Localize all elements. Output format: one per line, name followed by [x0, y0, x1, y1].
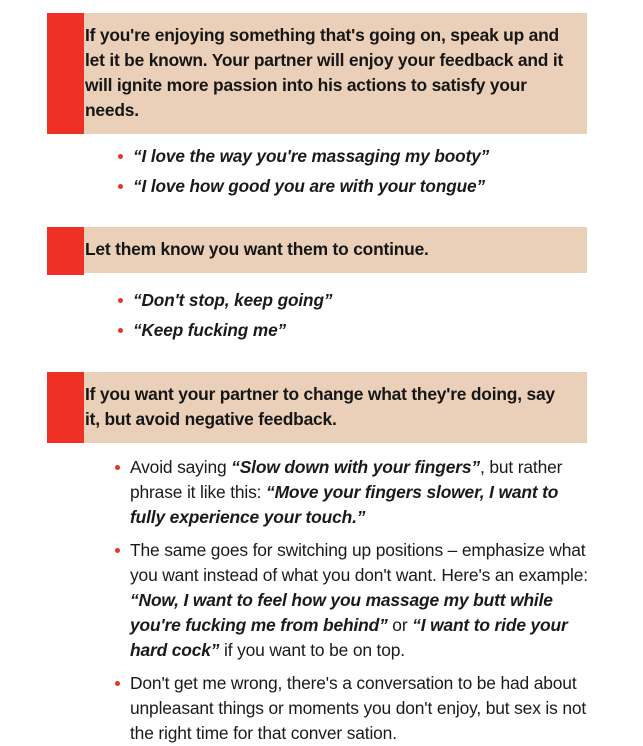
list-item: “I love how good you are with your tongue”: [112, 176, 603, 197]
section-1: [0, 13, 643, 197]
section-3-prose-list: [109, 455, 593, 746]
red-marker-tab-3: [47, 372, 84, 443]
list-item: The same goes for switching up positions – emphasize what you want instead of what you don't want. Here's an example: “Now, I want to feel how you massage my butt while you're fucking me from behind” or “I want to ride your hard cock” if you want to be on top.: [109, 538, 593, 664]
section-3-callout: [47, 372, 587, 443]
spacer-top: [0, 0, 643, 13]
section-1-quote-list: [112, 146, 603, 197]
section-2: [0, 227, 643, 341]
spacer: [0, 134, 643, 146]
spacer: [0, 443, 643, 455]
section-1-callout-text: If you're enjoying something that's going on, speak up and let it be known. Your partner will enjoy your feedback and it will ignite more passion into his actions to satisfy your needs.: [85, 25, 564, 120]
list-item: Don't get me wrong, there's a conversation to be had about unpleasant things or moments you don't enjoy, but sex is not the right time for that conver sation.: [109, 671, 593, 746]
section-2-callout: [47, 227, 587, 273]
section-3: [0, 372, 643, 746]
list-item: “I love the way you're massaging my booty”: [112, 146, 603, 167]
section-3-callout-text: If you want your partner to change what they're doing, say it, but avoid negative feedback.: [85, 384, 555, 429]
section-2-callout-text: Let them know you want them to continue.: [85, 239, 429, 259]
list-item: Avoid saying “Slow down with your fingers”, but rather phrase it like this: “Move your fingers slower, I want to fully experience your touch.”: [109, 455, 593, 531]
red-marker-tab-1: [47, 13, 84, 134]
section-1-callout: [47, 13, 587, 134]
red-marker-tab-2: [47, 227, 84, 275]
list-item: “Don't stop, keep going”: [112, 290, 603, 311]
spacer: [0, 350, 643, 372]
section-2-quote-list: [112, 290, 603, 341]
spacer: [0, 206, 643, 227]
list-item: “Keep fucking me”: [112, 320, 603, 341]
spacer: [0, 273, 643, 290]
